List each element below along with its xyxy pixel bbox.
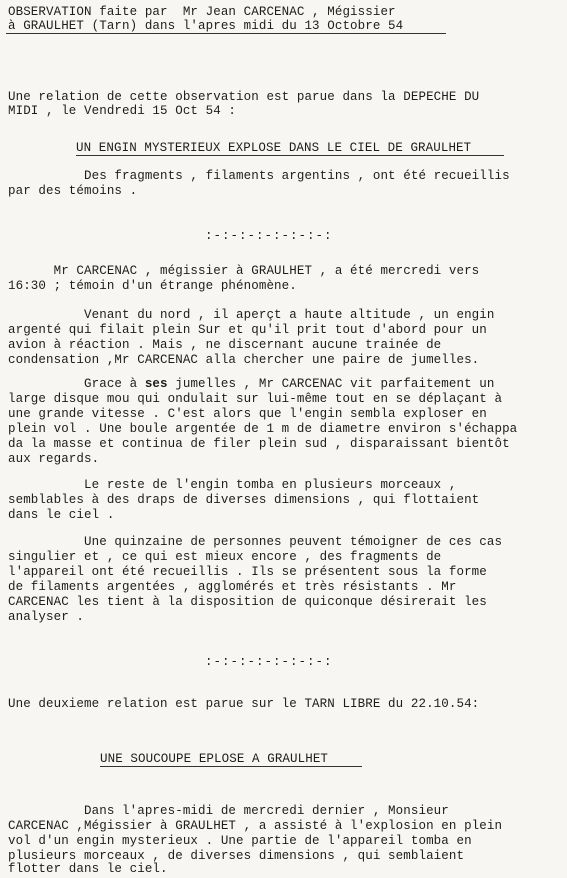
article2-headline-underline xyxy=(100,766,362,767)
article1-lead-1: Des fragments , filaments argentins , ont été recueillis xyxy=(8,169,510,183)
article1-p2-line-2: argenté qui filait plein Sur et qu'il prit tout d'abord pour un xyxy=(8,323,487,337)
doc-title-line-1: OBSERVATION faite par Mr Jean CARCENAC , Mégissier xyxy=(8,5,396,19)
doc-title-line-2: à GRAULHET (Tarn) dans l'apres midi du 13 Octobre 54 xyxy=(8,19,404,33)
article2-headline: UNE SOUCOUPE EPLOSE A GRAULHET xyxy=(100,752,329,766)
article1-p5-line-6: analyser . xyxy=(8,610,85,624)
article1-p3-line-1: Grace à ses jumelles , Mr CARCENAC vit parfaitement un xyxy=(8,377,495,391)
article1-p5-line-2: singulier et , ce qui est mieux encore , des fragments de xyxy=(8,550,442,564)
article1-p4-line-3: dans le ciel . xyxy=(8,508,115,522)
separator-2: :-:-:-:-:-:-:-: xyxy=(205,655,333,669)
article1-p5-line-1: Une quinzaine de personnes peuvent témoigner de ces cas xyxy=(8,535,503,549)
article1-headline-underline xyxy=(76,155,504,156)
article1-p3-line-2: large disque mou qui ondulait sur lui-même tout en se déplaçant à xyxy=(8,392,503,406)
intro1-line-1: Une relation de cette observation est parue dans la DEPECHE DU xyxy=(8,90,480,104)
article1-p3-line-4: plein vol . Une boule argentée de 1 m de diametre environ s'échappa xyxy=(8,422,518,436)
article1-lead-2: par des témoins . xyxy=(8,184,138,198)
article1-p4-line-1: Le reste de l'engin tomba en plusieurs morceaux , xyxy=(8,478,457,492)
article1-p1-line-2: 16:30 ; témoin d'un étrange phénomène. xyxy=(8,279,297,293)
article1-p5-line-5: CARCENAC les tient à la disposition de quiconque désirerait les xyxy=(8,595,487,609)
article1-p3-line-3: une grande vitesse . C'est alors que l'engin sembla exploser en xyxy=(8,407,487,421)
article1-p1-line-1: Mr CARCENAC , mégissier à GRAULHET , a été mercredi vers xyxy=(8,264,480,278)
article1-p2-line-4: condensation ,Mr CARCENAC alla chercher une paire de jumelles. xyxy=(8,353,480,367)
article1-headline: UN ENGIN MYSTERIEUX EXPLOSE DANS LE CIEL DE GRAULHET xyxy=(76,141,472,155)
article1-p3-line-6: aux regards. xyxy=(8,452,100,466)
intro2-line-1: Une deuxieme relation est parue sur le TARN LIBRE du 22.10.54: xyxy=(8,697,480,711)
article1-p2-line-1: Venant du nord , il aperçt a haute altitude , un engin xyxy=(8,308,495,322)
separator-1: :-:-:-:-:-:-:-: xyxy=(205,229,333,243)
article1-p5-line-3: l'appareil ont été recueillis . Ils se présentent sous la forme xyxy=(8,565,487,579)
article2-p1-line-1: Dans l'apres-midi de mercredi dernier , Monsieur xyxy=(8,804,449,818)
article2-p1-line-3: vol d'un engin mysterieux . Une partie de l'appareil tomba en xyxy=(8,834,472,848)
article1-p5-line-4: de filaments argentées , agglomérés et très résistants . Mr xyxy=(8,580,457,594)
article2-p1-line-2: CARCENAC ,Mégissier à GRAULHET , a assisté à l'explosion en plein xyxy=(8,819,503,833)
article2-p1-line-4: plusieurs morceaux , de diverses dimensions , qui semblaient xyxy=(8,849,465,863)
title-underline xyxy=(6,33,446,34)
article1-p3-line-5: da la masse et continua de filer plein sud , disparaissant bientôt xyxy=(8,437,510,451)
article2-p1-line-5: flotter dans le ciel. xyxy=(8,862,168,876)
article1-p2-line-3: avion à réaction . Mais , ne discernant aucune trainée de xyxy=(8,338,442,352)
article1-p4-line-2: semblables à des draps de diverses dimensions , qui flottaient xyxy=(8,493,480,507)
intro1-line-2: MIDI , le Vendredi 15 Oct 54 : xyxy=(8,104,237,118)
